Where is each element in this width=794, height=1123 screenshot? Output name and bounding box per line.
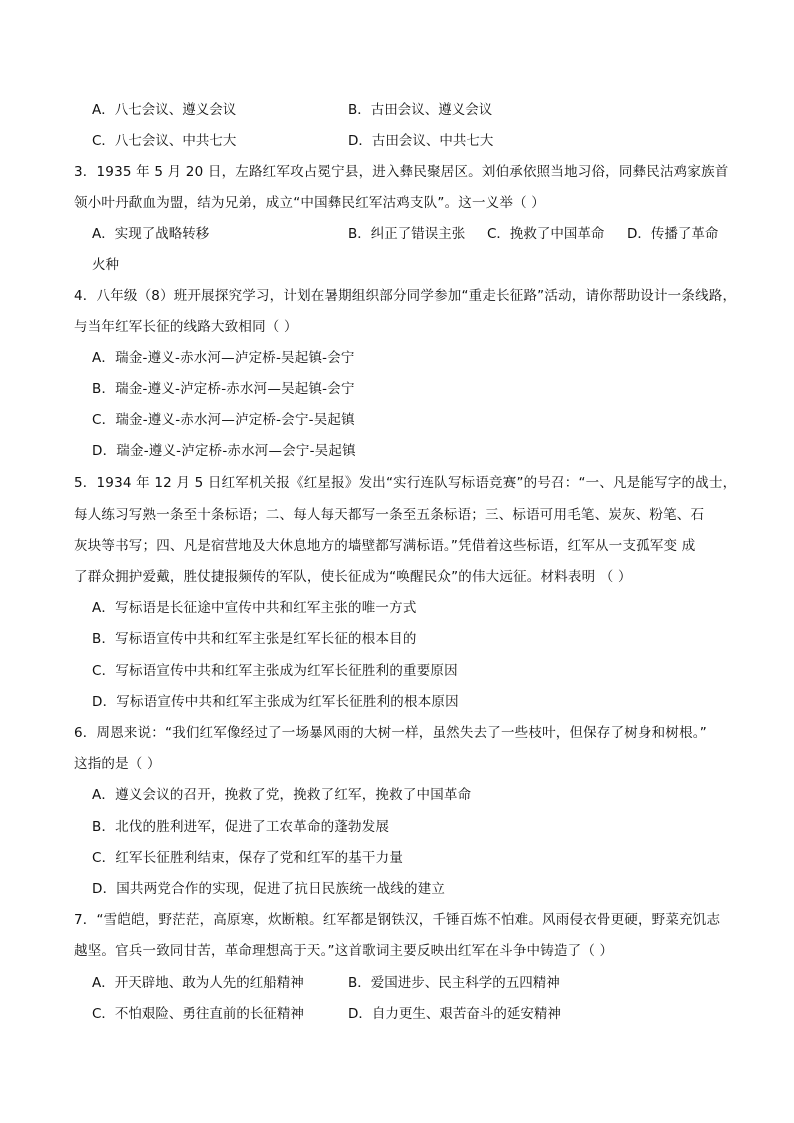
q4-option-c: C．瑞金-遵义-赤水河—泸定桥-会宁-吴起镇 bbox=[92, 412, 355, 428]
q7-option-b: B．爱国进步、民主科学的五四精神 bbox=[348, 975, 560, 991]
q7-options-row-2 bbox=[0, 1004, 794, 1024]
q3-option-a: A．实现了战略转移 bbox=[92, 226, 210, 242]
q5-stem-line-2: 每人练习写熟一条至十条标语；二、每人每天都写一条至五条标语；三、标语可用毛笔、炭灰、粉笔、石 bbox=[74, 507, 705, 523]
q7-option-c: C．不怕艰险、勇往直前的长征精神 bbox=[92, 1006, 304, 1022]
q5-option-a: A．写标语是长征途中宣传中共和红军主张的唯一方式 bbox=[92, 600, 417, 616]
q5-stem-line-3: 灰块等书写；四、凡是宿营地及大休息地方的墙壁都写满标语。”凭借着这些标语，红军从一支孤军变 成 bbox=[74, 538, 696, 554]
q2-options-row-2 bbox=[0, 131, 794, 151]
q2-option-a: A．八七会议、遵义会议 bbox=[92, 102, 237, 118]
q5-stem-line-1: 5．1934 年 12 月 5 日红军机关报《红星报》发出“实行连队写标语竞赛”的号召：“一、凡是能写字的战士， bbox=[74, 475, 737, 491]
q3-option-d: D．传播了革命 bbox=[627, 226, 719, 242]
q6-option-d: D．国共两党合作的实现，促进了抗日民族统一战线的建立 bbox=[92, 881, 446, 897]
q5-option-c: C．写标语宣传中共和红军主张成为红军长征胜利的重要原因 bbox=[92, 663, 458, 679]
q4-stem-line-2: 与当年红军长征的线路大致相同（ ） bbox=[74, 319, 298, 335]
q7-stem-line-2: 越坚。官兵一致同甘苦，革命理想高于天。”这首歌词主要反映出红军在斗争中铸造了（ ） bbox=[74, 943, 614, 959]
q5-option-d: D．写标语宣传中共和红军主张成为红军长征胜利的根本原因 bbox=[92, 694, 459, 710]
q7-stem-line-1: 7．“雪皑皑，野茫茫，高原寒，炊断粮。红军都是钢铁汉，千锤百炼不怕难。风雨侵衣骨更硬，野菜充饥志 bbox=[74, 912, 721, 928]
q3-option-c: C．挽救了中国革命 bbox=[487, 226, 605, 242]
q3-option-d-continuation: 火种 bbox=[92, 257, 119, 273]
q5-stem-line-4: 了群众拥护爱戴，胜仗捷报频传的军队，使长征成为“唤醒民众”的伟大远征。材料表明 （ ） bbox=[74, 569, 632, 585]
q2-option-d: D．古田会议、中共七大 bbox=[348, 133, 494, 149]
q6-stem-line-1: 6．周恩来说：“我们红军像经过了一场暴风雨的大树一样，虽然失去了一些枝叶，但保存了树身和树根。” bbox=[74, 725, 707, 741]
q2-option-b: B．古田会议、遵义会议 bbox=[348, 102, 493, 118]
q4-option-b: B．瑞金-遵义-泸定桥-赤水河—吴起镇-会宁 bbox=[92, 381, 355, 397]
q2-options-row-1 bbox=[0, 100, 794, 120]
q4-option-a: A．瑞金-遵义-赤水河—泸定桥-吴起镇-会宁 bbox=[92, 350, 355, 366]
q3-stem-line-1: 3．1935 年 5 月 20 日，左路红军攻占冕宁县，进入彝民聚居区。刘伯承依照当地习俗，同彝民沽鸡家族首 bbox=[74, 164, 729, 180]
q4-stem-line-1: 4．八年级（8）班开展探究学习，计划在暑期组织部分同学参加“重走长征路”活动，请你帮助设计一条线路， bbox=[74, 288, 737, 304]
q3-stem-line-2: 领小叶丹歃血为盟，结为兄弟，成立“中国彝民红军沽鸡支队”。这一义举（ ） bbox=[74, 195, 545, 211]
q6-option-c: C．红军长征胜利结束，保存了党和红军的基干力量 bbox=[92, 850, 404, 866]
q2-option-c: C．八七会议、中共七大 bbox=[92, 133, 237, 149]
q7-option-d: D．自力更生、艰苦奋斗的延安精神 bbox=[348, 1006, 561, 1022]
q7-option-a: A．开天辟地、敢为人先的红船精神 bbox=[92, 975, 304, 991]
q4-option-d: D．瑞金-遵义-泸定桥-赤水河—会宁-吴起镇 bbox=[92, 443, 356, 459]
q6-stem-line-2: 这指的是（ ） bbox=[74, 756, 161, 772]
q6-option-b: B．北伐的胜利进军，促进了工农革命的蓬勃发展 bbox=[92, 819, 390, 835]
q3-option-b: B．纠正了错误主张 bbox=[348, 226, 466, 242]
q7-options-row-1 bbox=[0, 973, 794, 993]
q6-option-a: A．遵义会议的召开，挽救了党，挽救了红军，挽救了中国革命 bbox=[92, 787, 472, 803]
q5-option-b: B．写标语宣传中共和红军主张是红军长征的根本目的 bbox=[92, 631, 417, 647]
q3-options-row bbox=[0, 224, 794, 244]
